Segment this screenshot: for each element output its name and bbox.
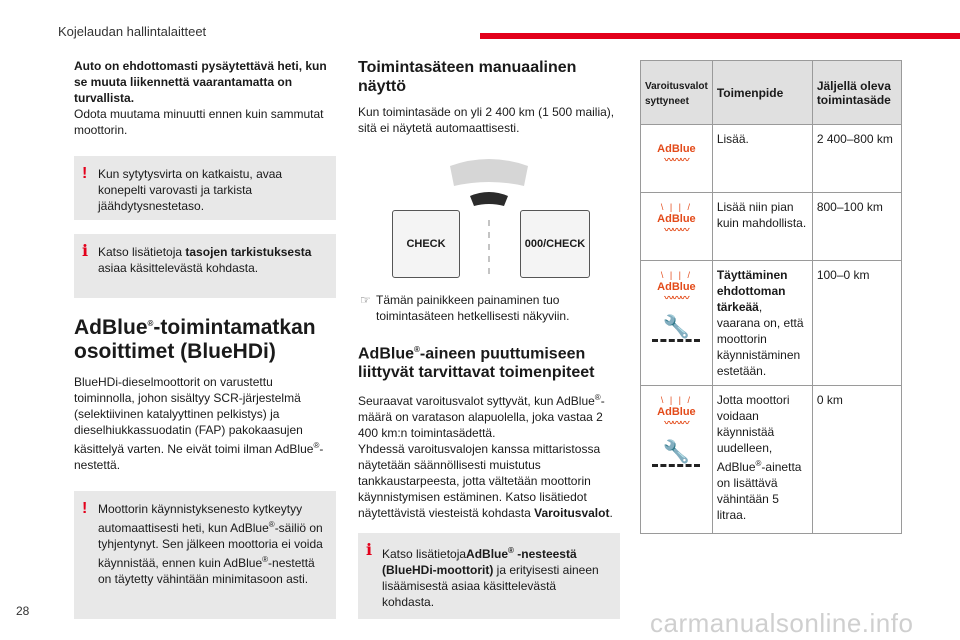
header-remaining-range <box>812 61 901 125</box>
alert-box-coolant <box>74 156 336 220</box>
action-part: -ainetta on lisättävä vähintään 5 litraa. <box>716 460 802 522</box>
alert-text: Kun sytytysvirta on katkaistu, avaa konepelti varovasti ja tarkista jäähdytysnestetaso. <box>98 167 283 213</box>
registered-mark: ® <box>508 546 514 556</box>
info-link-levels[interactable]: tasojen tarkistuksesta <box>185 245 312 259</box>
adblue-icon-label: AdBlue <box>657 213 696 225</box>
registered-mark: ® <box>313 441 320 450</box>
info-part: Katso lisätietoja <box>382 547 467 562</box>
instrument-illustration <box>358 150 620 284</box>
icon-cell <box>641 386 713 534</box>
header-action <box>712 61 812 125</box>
header-accent-bar <box>480 33 960 39</box>
table-row <box>641 261 902 386</box>
para-part: . <box>609 506 613 521</box>
info-text-pre: Katso lisätietoja <box>98 245 186 259</box>
info-part: ja erityisesti aineen lisäämisestä asiaa käsittelevästä kohdasta. <box>382 563 599 610</box>
icon-cell <box>641 261 713 386</box>
info-box-adblue <box>358 533 620 619</box>
warning-text: Odota muutama minuutti ennen kuin sammutat moottorin. <box>74 107 324 137</box>
bullet-text: Tämän painikkeen painaminen tuo toimintasäteen hetkellisesti näkyviin. <box>376 293 570 323</box>
title-part: AdBlue <box>74 316 148 339</box>
adblue-icon-label: AdBlue <box>657 143 696 155</box>
alert-part: -nestettä on täytetty vähintään minimitasoon asti. <box>98 556 315 586</box>
adblue-flashing-icon: AdBlue 〰〰〰 <box>657 406 696 428</box>
intro-paragraph <box>74 374 336 473</box>
icon-cell <box>641 193 713 261</box>
table-row <box>641 386 902 534</box>
info-part: AdBlue <box>466 547 509 562</box>
table-header-row <box>641 61 902 125</box>
registered-mark: ® <box>594 393 601 403</box>
alert-part: -säiliö on tyhjentynyt. Sen jälkeen moottoria ei voida käynnistää, ennen kuin AdBlue <box>98 521 323 570</box>
header-title: Kojelaudan hallintalaitteet <box>58 24 207 39</box>
table-row <box>641 125 902 193</box>
range-cell: 100–0 km <box>812 261 901 386</box>
pointing-finger-icon: ☞ <box>360 293 371 307</box>
action-cell <box>712 261 812 386</box>
wrench-service-icon: 🔧 <box>662 439 691 464</box>
intro-part: -nestettä. <box>74 442 324 472</box>
warning-exclamation-icon: ! <box>82 500 88 517</box>
adblue-icon: AdBlue 〰〰〰 <box>657 143 696 165</box>
flashing-rays-icon: \ | | / <box>660 202 692 212</box>
alert-part: Moottorin käynnistyksenesto kytkeytyy automaattisesti heti, kun AdBlue <box>98 502 303 535</box>
registered-mark: ® <box>414 345 420 354</box>
page-number: 28 <box>16 604 30 618</box>
title-part: -toimintamatkan osoittimet (BlueHDi) <box>74 316 316 363</box>
para-part: -määrä on varatason alapuolella, joka vastaa 2 400 km:n toimintasädettä. <box>358 394 605 441</box>
range-cell: 0 km <box>812 386 901 534</box>
adblue-range-table <box>640 60 902 534</box>
action-rest: , vaarana on, että moottorin käynnistäminen estetään. <box>716 300 804 378</box>
bullet-instruction <box>358 292 620 324</box>
middle-column <box>358 58 620 619</box>
header-label: Jäljellä oleva toimintasäde <box>816 78 891 107</box>
wrench-base-line <box>652 339 700 342</box>
adblue-icon-label: AdBlue <box>657 406 696 418</box>
table-row <box>641 193 902 261</box>
registered-mark: ® <box>262 555 269 564</box>
actions-paragraph <box>358 390 620 521</box>
header-label: Toimenpide <box>716 85 784 100</box>
check-button[interactable] <box>392 210 460 278</box>
registered-mark: ® <box>755 459 762 468</box>
intro-part: BlueHDi-dieselmoottorit on varustettu toiminnolla, johon sisältyy SCR-järjestelmä (selektiivinen katalyyttinen pelkistys) ja dieselhiukkassuodatin (FAP) pakokaasujen käsittelyä varten. Ne eivät toimi ilman AdBlue <box>74 375 314 456</box>
registered-mark: ® <box>147 319 154 328</box>
zero-check-button[interactable] <box>520 210 590 278</box>
manual-display-paragraph: Kun toimintasäde on yli 2 400 km (1 500 mailia), sitä ei näytetä automaattisesti. <box>358 105 615 135</box>
title-part: AdBlue <box>358 345 414 363</box>
warning-lights-link[interactable]: Varoitusvalot <box>534 506 610 521</box>
title-part: -aineen puuttumiseen liittyvät tarvittavat toimenpiteet <box>358 345 595 382</box>
warning-bold-text: Auto on ehdottomasti pysäytettävä heti, kun se muuta liikennettä vaarantamatta on turvallista. <box>74 59 327 105</box>
warning-exclamation-icon: ! <box>82 165 88 182</box>
check-button-label: CHECK <box>406 238 446 250</box>
range-cell: 2 400–800 km <box>812 125 901 193</box>
adblue-icon-label: AdBlue <box>657 281 696 293</box>
section-title-manual-display: Toimintasäteen manuaalinen näyttö <box>358 59 577 95</box>
para-part: Seuraavat varoitusvalot syttyvät, kun AdBlue <box>358 394 595 409</box>
range-cell: 800–100 km <box>812 193 901 261</box>
header-warning-lights <box>641 61 713 125</box>
action-part: Jotta moottori voidaan käynnistää uudelleen, AdBlue <box>716 393 790 474</box>
instrument-cluster-icon <box>450 159 528 186</box>
left-column <box>74 58 336 619</box>
info-text-post: asiaa käsittelevästä kohdasta. <box>98 261 259 275</box>
para-part: Yhdessä varoitusvalojen kanssa mittaristossa näytetään säännöllisesti muistutus tankkaustarpeesta, jotta vältetään moottorin käynnistymisen estäminen. Katso lisätiedot näytettävistä viesteistä kohdasta <box>358 442 601 521</box>
registered-mark: ® <box>268 520 275 529</box>
info-i-icon: i <box>82 241 89 260</box>
info-box-levels <box>74 234 336 298</box>
zero-check-button-label: 000/CHECK <box>524 238 586 250</box>
action-cell <box>712 386 812 534</box>
icon-cell <box>641 125 713 193</box>
action-bold: Täyttäminen ehdottoman tärkeää <box>716 268 788 314</box>
flashing-rays-icon: \ | | / <box>660 270 692 280</box>
section-title-adblue-actions <box>358 340 620 382</box>
watermark: carmanualsonline.info <box>650 608 914 638</box>
section-title-adblue-indicators <box>74 312 336 364</box>
adblue-flashing-icon: AdBlue 〰〰〰 <box>657 213 696 235</box>
action-cell: Lisää. <box>712 125 812 193</box>
button-highlight-icon <box>470 192 508 206</box>
info-i-icon: i <box>366 540 373 560</box>
wrench-base-line <box>652 464 700 467</box>
alert-box-immobilizer <box>74 491 336 619</box>
action-cell: Lisää niin pian kuin mahdollista. <box>712 193 812 261</box>
adblue-flashing-icon: AdBlue 〰〰〰 <box>657 281 696 303</box>
header-label: Varoitusvalot syttyneet <box>645 80 708 107</box>
info-part: -nesteestä (BlueHDi-moottorit) <box>382 547 577 578</box>
flashing-rays-icon: \ | | / <box>660 395 692 405</box>
wrench-service-icon: 🔧 <box>662 314 691 339</box>
